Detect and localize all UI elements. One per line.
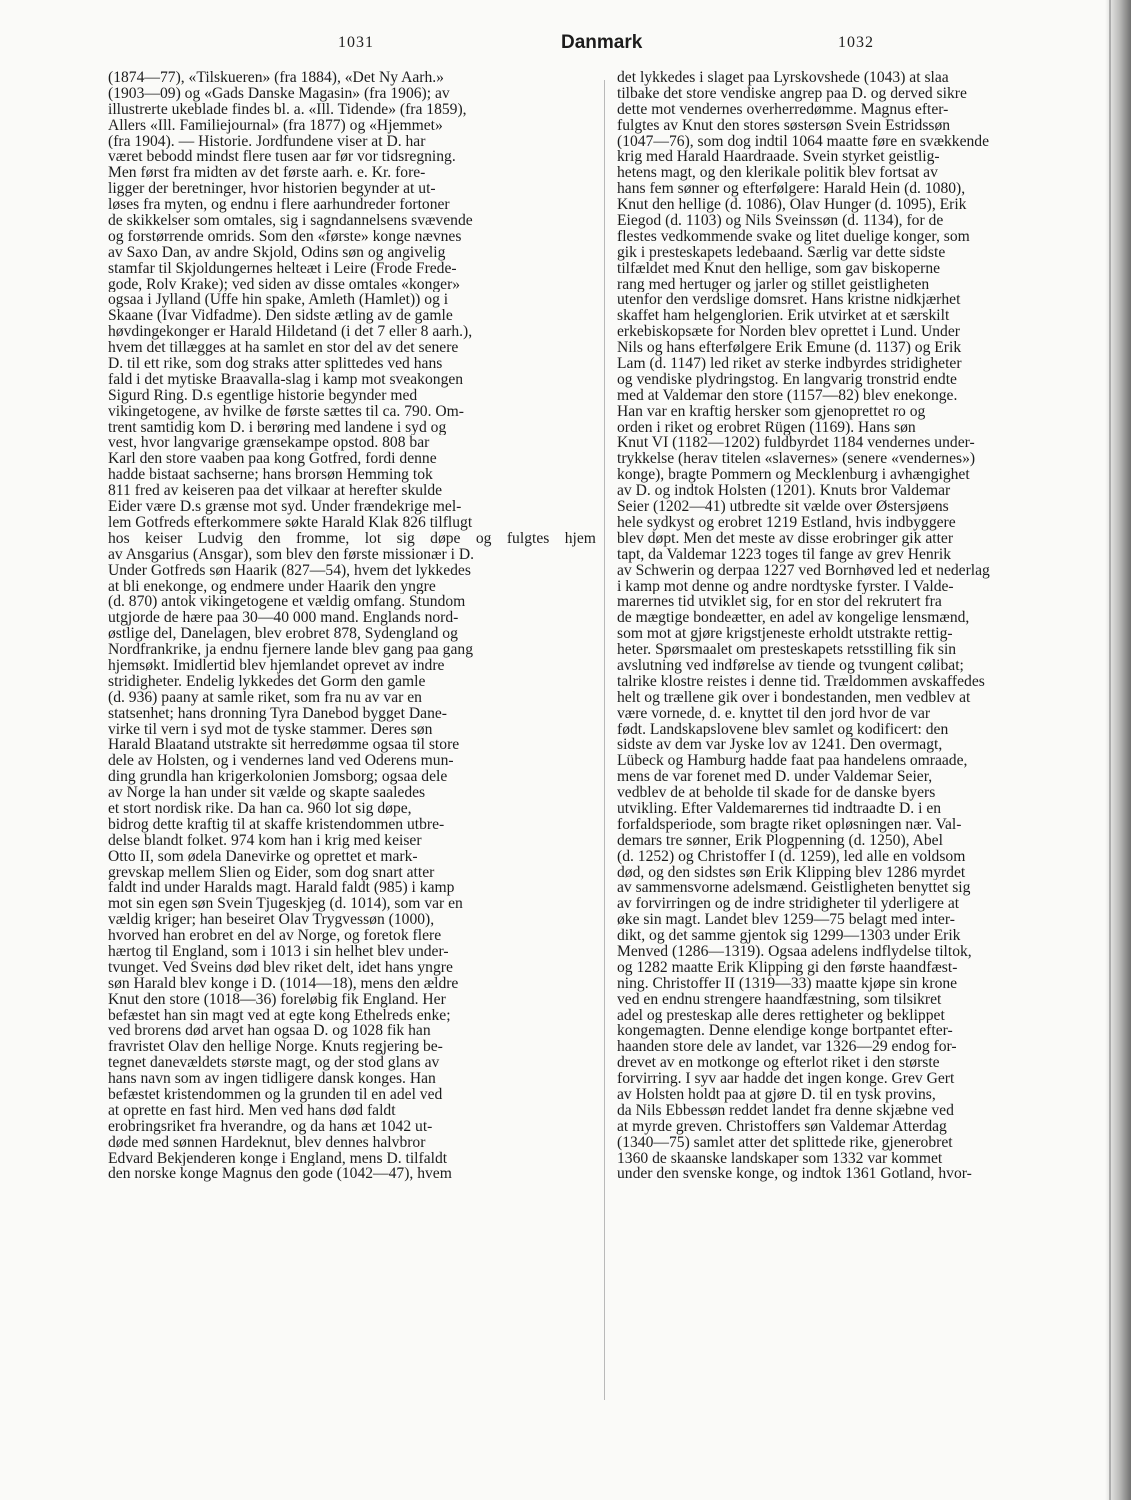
text-line: tilfældet med Knut den hellige, som gav biskoperne [617, 260, 941, 277]
text-line: virke til vern i syd mot de tyske stammer. Deres søn [108, 721, 433, 738]
text-line: Nordfrankrike, ja endnu fjernere lande blev gang paa gang [108, 642, 473, 658]
text-line: i kamp mot denne og andre nordtyske fyrster. I Valde- [617, 578, 954, 595]
text-line: delse blandt folket. 974 kom han i krig med keiser [108, 832, 422, 849]
text-line: hadde bistaat sachserne; hans brorsøn Hemming tok [108, 467, 433, 484]
text-line: ning. Christoffer II (1319—33) maatte kjøpe sin krone [617, 975, 958, 992]
text-line: Han var en kraftig hersker som gjenoprettet ro og [617, 403, 926, 420]
text-line: faldt ind under Haralds magt. Harald faldt (985) i kamp [108, 880, 455, 897]
text-line: illustrerte ukeblade findes bl. a. «Ill. Tidende» (fra 1859), [108, 101, 467, 118]
text-line: tvunget. Ved Sveins død blev riket delt, idet hans yngre [108, 959, 453, 976]
page-edge-line [1109, 0, 1111, 1500]
text-line: ogsaa i Jylland (Uffe hin spake, Amleth (Hamlet)) og i [108, 292, 449, 309]
text-line: rang med hertuger og jarler og stillet geistligheten [617, 276, 930, 293]
text-line: Under Gotfreds søn Haarik (827—54), hvem det lykkedes [108, 562, 471, 579]
text-line: marernes tid utviklet sig, for en stor del rekrutert fra [617, 594, 942, 611]
text-line: Harald Blaatand utstrakte sit herredømme ogsaa til store [108, 737, 460, 754]
text-line: ding grundla han krigerkolonien Jomsborg; ogsaa dele [108, 769, 448, 786]
text-line: utenfor den verdslige domsret. Hans kristne nidkjærhet [617, 292, 961, 309]
text-line: den norske konge Magnus den gode (1042—47), hvem [108, 1166, 452, 1183]
text-line: hans navn som av ingen tidligere dansk konges. Han [108, 1071, 436, 1087]
text-line: erkebiskopsæte for Norden blev oprettet i Lund. Under [617, 324, 960, 341]
text-line: lem Gotfreds efterkommere søkte Harald Klak 826 tilflugt [108, 514, 473, 531]
text-line: døde med sønnen Hardeknut, blev dennes halvbror [108, 1134, 426, 1151]
text-line: (d. 936) paany at samle riket, som fra nu av var en [108, 689, 422, 706]
text-line: født. Landskapslovene blev samlet og kodificert: den [617, 721, 949, 738]
text-line: hvem det tillægges at ha samlet en stor del av det senere [108, 340, 459, 357]
text-line: av sammensvorne adelsmænd. Geistligheten benyttet sig [617, 880, 971, 897]
text-line: talrike klostre reistes i denne tid. Trældommen avskaffedes [617, 673, 985, 690]
text-line: at oprette en fast hird. Men ved hans død faldt [108, 1102, 396, 1119]
text-line: Karl den store vaaben paa kong Gotfred, fordi denne [108, 451, 437, 468]
text-line: Eider være D.s grænse mot syd. Under frændekrige mel- [108, 499, 462, 515]
text-line: konge), bragte Pommern og Mecklenburg i avhængighet [617, 467, 970, 484]
text-line: høvdingekonger er Harald Hildetand (i det 7 eller 8 aarh.), [108, 324, 473, 341]
text-line: vældig kriger; han beseiret Olav Trygvessøn (1000), [108, 912, 435, 929]
text-line: orden i riket og erobret Rügen (1169). Hans søn [617, 419, 916, 436]
text-line: de skikkelser som omtales, sig i sagndannelsens svævende [108, 213, 473, 229]
text-line: de mægtige bondeætter, en adel av kongelige lensmænd, [617, 610, 970, 627]
text-line: vikingetogene, av hvilke de første sættes til ca. 790. Om- [108, 403, 464, 420]
text-line: dele av Holsten, og i vendernes land ved Oderens mun- [108, 753, 454, 770]
text-line: av Schwerin og derpaa 1227 ved Bornhøved led et nederlag [617, 562, 990, 579]
text-line: ligger der beretninger, hvor historien begynder at ut- [108, 181, 436, 198]
text-line: flestes vedkommende svake og litet duelige konger, som [617, 228, 970, 245]
text-line: D. til ett rike, som dog straks atter splittedes ved hans [108, 356, 443, 372]
text-line: Knut den store (1018—36) foreløbig fik England. Her [108, 991, 446, 1008]
text-line: vest, hvor langvarige grænsekampe opstod. 808 bar [108, 435, 430, 452]
text-line: trent samtidig kom D. i berøring med landene i syd og [108, 419, 447, 436]
text-line: vedblev de at beholde til skade for de danske byers [617, 785, 936, 801]
text-line: (1903—09) og «Gads Danske Magasin» (fra 1906); av [108, 85, 450, 102]
text-line: statsenhet; hans dronning Tyra Danebod bygget Dane- [108, 705, 447, 722]
text-line: hærtog til England, som i 1013 i sin helhet blev under- [108, 943, 449, 960]
text-line: Lam (d. 1147) led riket av sterke indbyrdes stridigheter [617, 356, 962, 372]
text-line: demars tre sønner, Erik Plogpenning (d. 1250), Abel [617, 832, 943, 849]
text-line: Edvard Bekjenderen konge i England, mens D. tilfaldt [108, 1150, 448, 1167]
text-line: hans fem sønner og efterfølgere: Harald Hein (d. 1080), [617, 181, 966, 198]
text-line: (1340—75) samlet atter det splittede rike, gjenerobret [617, 1134, 953, 1151]
text-line: hetens magt, og den klerikale politik blev fortsat av [617, 165, 938, 182]
text-line: Knut den hellige (d. 1086), Olav Hunger (d. 1095), Erik [617, 197, 967, 214]
right-column [617, 70, 1102, 1182]
text-line: død, og den sidstes søn Erik Klipping blev 1286 myrdet [617, 864, 966, 881]
text-line: grevskap mellem Slien og Eider, som dog snart atter [108, 864, 435, 881]
text-line: befæstet han sin magt ved at egte kong Ethelreds enke; [108, 1007, 451, 1024]
text-line: gode, Rolv Krake); ved siden av disse omtales «konger» [108, 276, 461, 293]
text-line: og forstørrende omrids. Som den «første» konge nævnes [108, 228, 462, 245]
text-line: et stort nordisk rike. Da han ca. 960 lot sig døpe, [108, 800, 412, 817]
text-line: krig med Harald Haardraade. Svein styrket geistlig- [617, 149, 940, 166]
text-line: at myrde greven. Christoffers søn Valdemar Atterdag [617, 1118, 947, 1135]
text-line: kongemagten. Denne elendige konge bortpantet efter- [617, 1023, 953, 1040]
text-line: (1874—77), «Tilskueren» (fra 1884), «Det Ny Aarh.» [108, 70, 444, 86]
text-line: adel og presteskap alle deres rettigheter og beklippet [617, 1007, 945, 1024]
text-line: som mot at gjøre krigstjeneste erholdt utstrakte rettig- [617, 626, 953, 643]
text-line: hvorved han erobret en del av Norge, og foretok flere [108, 928, 442, 944]
text-line: avslutning ved indførelse av tiende og tvungent cølibat; [617, 657, 964, 674]
column-divider [604, 80, 605, 1400]
text-line: erobringsriket fra hverandre, og da hans æt 1042 ut- [108, 1118, 433, 1135]
page-header [0, 32, 1131, 56]
text-line: ved en endnu strengere haandfæstning, som tilsikret [617, 991, 942, 1008]
text-line: Menved (1286—1319). Ogsaa adelens indflydelse tiltok, [617, 943, 972, 960]
text-line: Seier (1202—41) utbredte sit vælde over Østersjøens [617, 499, 949, 515]
text-line: det lykkedes i slaget paa Lyrskovshede (1043) at slaa [617, 70, 949, 86]
text-line: være vornede, d. e. knyttet til den jord hvor de var [617, 705, 931, 722]
text-line: Lübeck og Hamburg hadde faat paa handelens omraade, [617, 753, 968, 770]
text-line: tapt, da Valdemar 1223 toges til fange av grev Henrik [617, 546, 952, 563]
text-line: fald i det mytiske Braavalla-slag i kamp mot sveakongen [108, 371, 464, 388]
text-line: (fra 1904). — Historie. Jordfundene viser at D. har [108, 133, 426, 150]
text-line: Knut VI (1182—1202) fuldbyrdet 1184 vendernes under- [617, 435, 975, 452]
text-line: dikt, og det samme gjentok sig 1299—1303 under Erik [617, 928, 961, 944]
text-line: hos keiser Ludvig den fromme, lot sig døpe og fulgtes hjem [108, 530, 596, 547]
text-line: hjemsøkt. Imidlertid blev hjemlandet oprevet av indre [108, 657, 445, 674]
text-line: Sigurd Ring. D.s egentlige historie begynder med [108, 387, 418, 404]
page-number-right: 1032 [838, 34, 874, 51]
text-line: av Norge la han under sit vælde og skapte saaledes [108, 785, 426, 801]
text-line: utvikling. Efter Valdemarernes tid indtraadte D. i en [617, 800, 942, 817]
text-line: Skaane (Ivar Vidfadme). Den sidste ætling av de gamle [108, 308, 453, 325]
text-line: at bli enekonge, og endmere under Haarik den yngre [108, 578, 436, 595]
text-line: (d. 1252) og Christoffer I (d. 1259), led alle en voldsom [617, 848, 966, 865]
text-line: haanden store dele av landet, var 1326—29 endog for- [617, 1039, 957, 1056]
text-line: tegnet danevældets største magt, og der stod glans av [108, 1055, 440, 1072]
text-line: (1047—76), som dog indtil 1064 maatte føre en svækkende [617, 133, 990, 150]
text-line: søn Harald blev konge i D. (1014—18), mens den ældre [108, 975, 459, 992]
text-line: av Holsten holdt paa at gjøre D. til en tysk provins, [617, 1087, 936, 1103]
text-line: skaffet ham helgenglorien. Erik utvirket at et særskilt [617, 308, 950, 325]
page-number-left: 1031 [338, 34, 374, 51]
text-line: ved brorens død arvet han ogsaa D. og 1028 fik han [108, 1023, 431, 1040]
text-line: heter. Spørsmaalet om presteskapets retsstilling fik sin [617, 642, 957, 658]
text-line: utgjorde de hære paa 30—40 000 mand. Englands nord- [108, 610, 459, 627]
left-column [108, 70, 596, 1182]
text-line: (d. 870) antok vikingetogene et vældig omfang. Stundom [108, 594, 466, 611]
text-line: gik i presteskapets ledebaand. Særlig var dette sidste [617, 244, 946, 261]
text-line: av Ansgarius (Ansgar), som blev den første missionær i D. [108, 546, 474, 563]
text-line: stamfar til Skjoldungernes helteæt i Leire (Frode Frede- [108, 260, 457, 277]
text-line: Eiegod (d. 1103) og Nils Sveinssøn (d. 1134), for de [617, 213, 944, 229]
text-line: stridigheter. Endelig lykkedes det Gorm den gamle [108, 673, 426, 690]
text-line: blev døpt. Men det meste av disse erobringer gik atter [617, 530, 954, 547]
text-line: forfaldsperiode, som bragte riket opløsningen nær. Val- [617, 816, 962, 833]
text-line: og 1282 maatte Erik Klipping gi den første haandfæst- [617, 959, 958, 976]
text-line: Nils og hans efterfølgere Erik Emune (d. 1137) og Erik [617, 340, 962, 357]
text-line: og vendiske plydringstog. En langvarig tronstrid endte [617, 371, 957, 388]
text-line: under den svenske konge, og indtok 1361 Gotland, hvor- [617, 1166, 972, 1183]
text-line: befæstet kristendommen og la grunden til en adel ved [108, 1087, 443, 1103]
text-line: fravristet Olav den hellige Norge. Knuts regjering be- [108, 1039, 443, 1056]
text-line: Men først fra midten av det første aarh. e. Kr. fore- [108, 165, 426, 182]
text-line: da Nils Ebbessøn reddet landet fra denne skjæbne ved [617, 1102, 954, 1119]
text-line: 811 fred av keiseren paa det vilkaar at herefter skulde [108, 483, 443, 500]
text-line: Otto II, som ødela Danevirke og oprettet et mark- [108, 848, 418, 865]
text-line: fulgtes av Knut den stores søstersøn Svein Estridssøn [617, 117, 951, 134]
text-line: 1360 de skaanske landskaper som 1332 var kommet [617, 1150, 943, 1167]
running-title: Danmark [561, 32, 643, 53]
text-line: løses fra myten, og endnu i flere aarhundreder fortoner [108, 197, 450, 214]
text-line: av Saxo Dan, av andre Skjold, Odins søn og angivelig [108, 244, 446, 261]
text-line: med at Valdemar den store (1157—82) blev enekonge. [617, 387, 958, 404]
text-line: hele sydkyst og erobret 1219 Estland, hvis indbyggere [617, 514, 956, 531]
text-line: østlige del, Danelagen, blev erobret 878, Sydengland og [108, 626, 458, 643]
text-line: dette mot vendernes overherredømme. Magnus efter- [617, 101, 949, 118]
text-line: tilbake det store vendiske angrep paa D. og derved sikre [617, 85, 967, 102]
text-line: Allers «Ill. Familiejournal» (fra 1877) og «Hjemmet» [108, 117, 443, 134]
text-line: trykkelse (herav titelen «slavernes» (senere «vendernes») [617, 451, 976, 468]
text-line: av forvirringen og de indre stridigheter til yderligere at [617, 896, 960, 913]
text-line: av D. og indtok Holsten (1201). Knuts bror Valdemar [617, 483, 951, 500]
text-line: mot sin egen søn Svein Tjugeskjeg (d. 1014), som var en [108, 896, 463, 913]
text-line: forvirring. I syv aar hadde det ingen konge. Grev Gert [617, 1071, 955, 1087]
text-line: været bebodd mindst flere tusen aar før vor tidsregning. [108, 149, 456, 166]
text-line: drevet av en motkonge og efterlot riket i den største [617, 1055, 940, 1072]
text-line: mens de var forenet med D. under Valdemar Seier, [617, 769, 933, 786]
text-line: bidrog dette kraftig til at skaffe kristendommen utbre- [108, 816, 445, 833]
text-line: helt og trællene gik over i bondestanden, men vedblev at [617, 689, 971, 706]
text-line: sidste av dem var Jyske lov av 1241. Den overmagt, [617, 737, 943, 754]
text-line: øke sin magt. Landet blev 1259—75 belagt med inter- [617, 912, 955, 929]
